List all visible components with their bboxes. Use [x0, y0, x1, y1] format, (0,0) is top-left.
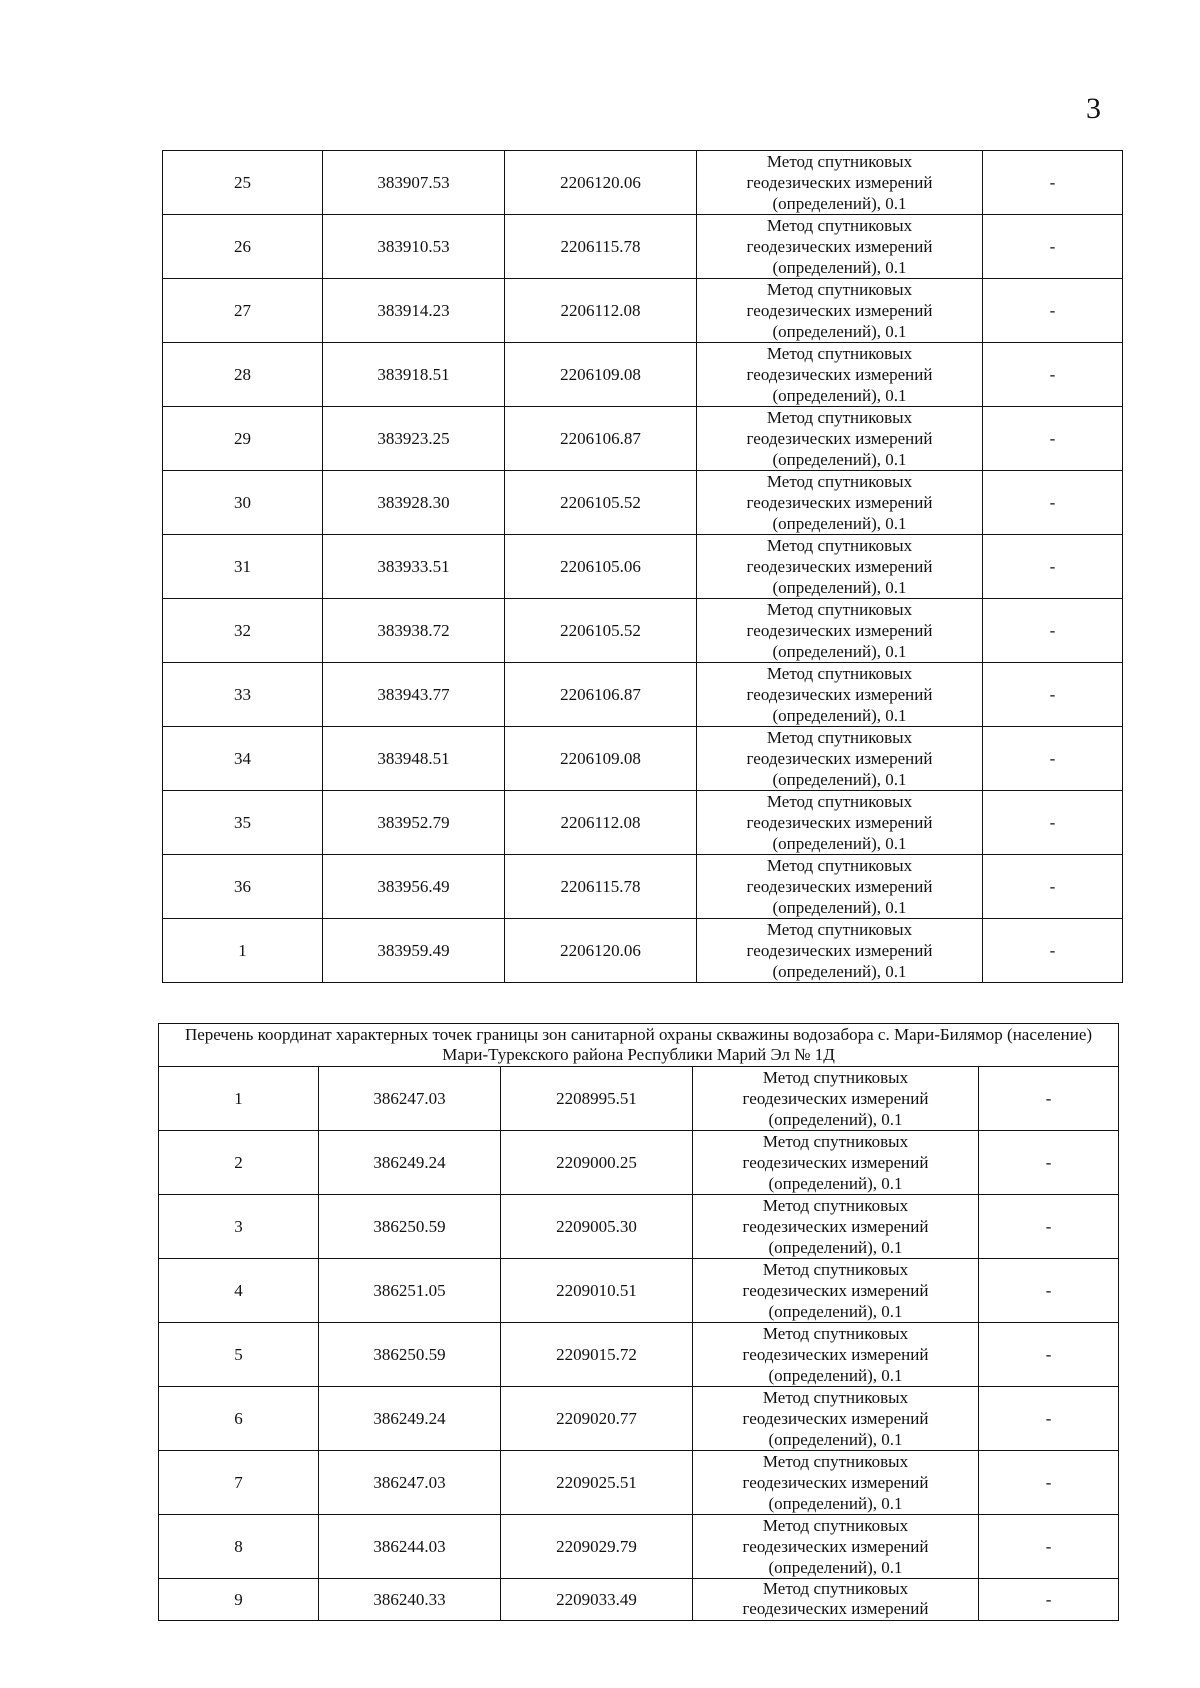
method-line: Метод спутниковых	[766, 280, 913, 299]
method-line: (определений), 0.1	[768, 1494, 903, 1513]
method-line: Метод спутниковых	[766, 536, 913, 555]
method-cell	[697, 471, 983, 535]
x-coordinate-cell: 383918.51	[323, 343, 505, 407]
y-coordinate-cell: 2206115.78	[505, 855, 697, 919]
table-row	[159, 1131, 1119, 1195]
first-block-body	[163, 151, 1123, 983]
method-line: (определений), 0.1	[772, 770, 907, 789]
method-line: геодезических измерений	[742, 1089, 929, 1108]
method-cell	[697, 919, 983, 983]
method-cell	[697, 791, 983, 855]
method-line: (определений), 0.1	[772, 578, 907, 597]
second-block-body	[159, 1024, 1119, 1621]
method-line: (определений), 0.1	[772, 322, 907, 341]
description-cell: -	[979, 1195, 1119, 1259]
method-line: геодезических измерений	[746, 749, 933, 768]
method-cell	[693, 1579, 979, 1621]
point-number-cell: 4	[159, 1259, 319, 1323]
table-row	[163, 343, 1123, 407]
table-row	[163, 727, 1123, 791]
table-row	[163, 407, 1123, 471]
x-coordinate-cell: 386244.03	[319, 1515, 501, 1579]
x-coordinate-cell: 383907.53	[323, 151, 505, 215]
method-line: геодезических измерений	[742, 1217, 929, 1236]
method-line: геодезических измерений	[746, 429, 933, 448]
method-cell	[697, 535, 983, 599]
method-line: геодезических измерений	[742, 1281, 929, 1300]
point-number-cell: 5	[159, 1323, 319, 1387]
point-number-cell: 2	[159, 1131, 319, 1195]
x-coordinate-cell: 386240.33	[319, 1579, 501, 1621]
x-coordinate-cell: 383914.23	[323, 279, 505, 343]
method-line: Метод спутниковых	[762, 1516, 909, 1535]
description-cell: -	[983, 535, 1123, 599]
method-line: геодезических измерений	[742, 1599, 929, 1618]
x-coordinate-cell: 383933.51	[323, 535, 505, 599]
point-number-cell: 8	[159, 1515, 319, 1579]
point-number-cell: 29	[163, 407, 323, 471]
description-cell: -	[983, 855, 1123, 919]
description-cell: -	[983, 215, 1123, 279]
method-line: (определений), 0.1	[768, 1174, 903, 1193]
point-number-cell: 34	[163, 727, 323, 791]
point-number-cell: 1	[159, 1067, 319, 1131]
method-line: (определений), 0.1	[772, 962, 907, 981]
point-number-cell: 33	[163, 663, 323, 727]
point-number-cell: 36	[163, 855, 323, 919]
table-row	[159, 1259, 1119, 1323]
method-line: (определений), 0.1	[772, 706, 907, 725]
method-line: Метод спутниковых	[762, 1579, 909, 1598]
method-line: (определений), 0.1	[772, 194, 907, 213]
x-coordinate-cell: 386250.59	[319, 1323, 501, 1387]
description-cell: -	[983, 919, 1123, 983]
table-row	[163, 215, 1123, 279]
method-line: Метод спутниковых	[762, 1196, 909, 1215]
table-row	[163, 471, 1123, 535]
description-cell: -	[983, 151, 1123, 215]
method-line: Метод спутниковых	[766, 472, 913, 491]
y-coordinate-cell: 2206105.52	[505, 599, 697, 663]
method-cell	[693, 1387, 979, 1451]
x-coordinate-cell: 383928.30	[323, 471, 505, 535]
method-line: геодезических измерений	[746, 621, 933, 640]
method-line: Метод спутниковых	[766, 856, 913, 875]
method-line: геодезических измерений	[746, 941, 933, 960]
method-line: (определений), 0.1	[772, 258, 907, 277]
method-line: Метод спутниковых	[762, 1132, 909, 1151]
method-line: геодезических измерений	[742, 1345, 929, 1364]
y-coordinate-cell: 2206106.87	[505, 663, 697, 727]
y-coordinate-cell: 2209025.51	[501, 1451, 693, 1515]
method-line: геодезических измерений	[746, 877, 933, 896]
method-line: (определений), 0.1	[772, 898, 907, 917]
description-cell: -	[979, 1579, 1119, 1621]
method-cell	[697, 599, 983, 663]
method-line: Метод спутниковых	[766, 152, 913, 171]
method-line: (определений), 0.1	[768, 1430, 903, 1449]
table-row	[159, 1515, 1119, 1579]
y-coordinate-cell: 2206120.06	[505, 919, 697, 983]
y-coordinate-cell: 2206115.78	[505, 215, 697, 279]
method-cell	[697, 727, 983, 791]
x-coordinate-cell: 386249.24	[319, 1387, 501, 1451]
method-cell	[693, 1515, 979, 1579]
method-line: геодезических измерений	[746, 685, 933, 704]
x-coordinate-cell: 383948.51	[323, 727, 505, 791]
method-cell	[693, 1259, 979, 1323]
y-coordinate-cell: 2209010.51	[501, 1259, 693, 1323]
x-coordinate-cell: 383952.79	[323, 791, 505, 855]
point-number-cell: 7	[159, 1451, 319, 1515]
y-coordinate-cell: 2209020.77	[501, 1387, 693, 1451]
method-line: геодезических измерений	[746, 301, 933, 320]
table-row	[159, 1451, 1119, 1515]
method-line: Метод спутниковых	[766, 920, 913, 939]
method-line: Метод спутниковых	[766, 600, 913, 619]
point-number-cell: 6	[159, 1387, 319, 1451]
method-line: (определений), 0.1	[772, 450, 907, 469]
table-row	[163, 855, 1123, 919]
y-coordinate-cell: 2206109.08	[505, 727, 697, 791]
point-number-cell: 25	[163, 151, 323, 215]
method-line: Метод спутниковых	[766, 344, 913, 363]
table-row	[163, 599, 1123, 663]
point-number-cell: 30	[163, 471, 323, 535]
method-line: (определений), 0.1	[768, 1110, 903, 1129]
x-coordinate-cell: 383956.49	[323, 855, 505, 919]
description-cell: -	[983, 407, 1123, 471]
method-line: (определений), 0.1	[772, 642, 907, 661]
x-coordinate-cell: 386247.03	[319, 1451, 501, 1515]
point-number-cell: 26	[163, 215, 323, 279]
description-cell: -	[979, 1259, 1119, 1323]
method-line: Метод спутниковых	[766, 664, 913, 683]
method-line: геодезических измерений	[742, 1153, 929, 1172]
description-cell: -	[983, 791, 1123, 855]
method-line: Метод спутниковых	[762, 1260, 909, 1279]
method-line: (определений), 0.1	[768, 1238, 903, 1257]
method-cell	[697, 855, 983, 919]
y-coordinate-cell: 2206112.08	[505, 279, 697, 343]
x-coordinate-cell: 386247.03	[319, 1067, 501, 1131]
method-line: геодезических измерений	[746, 493, 933, 512]
point-number-cell: 9	[159, 1579, 319, 1621]
description-cell: -	[983, 279, 1123, 343]
x-coordinate-cell: 383959.49	[323, 919, 505, 983]
method-cell	[697, 407, 983, 471]
method-line: геодезических измерений	[746, 173, 933, 192]
table-row	[159, 1195, 1119, 1259]
x-coordinate-cell: 383923.25	[323, 407, 505, 471]
method-cell	[693, 1131, 979, 1195]
y-coordinate-cell: 2206109.08	[505, 343, 697, 407]
y-coordinate-cell: 2206105.06	[505, 535, 697, 599]
y-coordinate-cell: 2206105.52	[505, 471, 697, 535]
method-cell	[697, 151, 983, 215]
x-coordinate-cell: 386250.59	[319, 1195, 501, 1259]
table-row	[163, 279, 1123, 343]
method-cell	[697, 663, 983, 727]
method-cell	[693, 1451, 979, 1515]
y-coordinate-cell: 2209015.72	[501, 1323, 693, 1387]
table-row	[159, 1067, 1119, 1131]
point-number-cell: 3	[159, 1195, 319, 1259]
method-cell	[697, 343, 983, 407]
section-caption: Перечень координат характерных точек границы зон санитарной охраны скважины водозабора с. Мари-Билямор (население) Мари-Турекского района Республики Марий Эл № 1Д	[159, 1024, 1119, 1067]
method-line: геодезических измерений	[746, 813, 933, 832]
x-coordinate-cell: 386251.05	[319, 1259, 501, 1323]
table-row	[163, 919, 1123, 983]
method-cell	[693, 1323, 979, 1387]
method-line: Метод спутниковых	[762, 1068, 909, 1087]
method-cell	[697, 215, 983, 279]
method-line: (определений), 0.1	[772, 834, 907, 853]
method-line: (определений), 0.1	[768, 1366, 903, 1385]
y-coordinate-cell: 2208995.51	[501, 1067, 693, 1131]
coordinates-table-well-1d	[158, 1023, 1119, 1621]
method-line: (определений), 0.1	[768, 1558, 903, 1577]
method-line: геодезических измерений	[746, 365, 933, 384]
method-line: (определений), 0.1	[772, 514, 907, 533]
method-line: (определений), 0.1	[768, 1302, 903, 1321]
y-coordinate-cell: 2206112.08	[505, 791, 697, 855]
table-row	[159, 1579, 1119, 1621]
description-cell: -	[983, 663, 1123, 727]
method-line: геодезических измерений	[742, 1409, 929, 1428]
description-cell: -	[983, 343, 1123, 407]
coordinates-table	[162, 150, 1123, 983]
description-cell: -	[983, 471, 1123, 535]
method-line: Метод спутниковых	[766, 792, 913, 811]
method-line: геодезических измерений	[742, 1537, 929, 1556]
description-cell: -	[983, 727, 1123, 791]
method-line: (определений), 0.1	[772, 386, 907, 405]
y-coordinate-cell: 2209029.79	[501, 1515, 693, 1579]
method-line: Метод спутниковых	[766, 728, 913, 747]
point-number-cell: 35	[163, 791, 323, 855]
method-line: геодезических измерений	[746, 237, 933, 256]
table-row	[163, 151, 1123, 215]
y-coordinate-cell: 2209000.25	[501, 1131, 693, 1195]
method-cell	[693, 1195, 979, 1259]
description-cell: -	[979, 1451, 1119, 1515]
y-coordinate-cell: 2206106.87	[505, 407, 697, 471]
method-line: Метод спутниковых	[766, 216, 913, 235]
table-row	[163, 663, 1123, 727]
point-number-cell: 31	[163, 535, 323, 599]
section-caption-row	[159, 1024, 1119, 1067]
description-cell: -	[979, 1131, 1119, 1195]
y-coordinate-cell: 2209005.30	[501, 1195, 693, 1259]
method-cell	[697, 279, 983, 343]
y-coordinate-cell: 2209033.49	[501, 1579, 693, 1621]
table-row	[163, 791, 1123, 855]
point-number-cell: 27	[163, 279, 323, 343]
x-coordinate-cell: 383943.77	[323, 663, 505, 727]
page-number: 3	[1086, 92, 1101, 125]
point-number-cell: 28	[163, 343, 323, 407]
description-cell: -	[979, 1387, 1119, 1451]
x-coordinate-cell: 383910.53	[323, 215, 505, 279]
method-line: Метод спутниковых	[762, 1388, 909, 1407]
method-cell	[693, 1067, 979, 1131]
table-row	[163, 535, 1123, 599]
method-line: Метод спутниковых	[766, 408, 913, 427]
description-cell: -	[979, 1067, 1119, 1131]
x-coordinate-cell: 383938.72	[323, 599, 505, 663]
method-line: геодезических измерений	[742, 1473, 929, 1492]
method-line: Метод спутниковых	[762, 1452, 909, 1471]
y-coordinate-cell: 2206120.06	[505, 151, 697, 215]
description-cell: -	[979, 1515, 1119, 1579]
table-row	[159, 1323, 1119, 1387]
description-cell: -	[983, 599, 1123, 663]
point-number-cell: 32	[163, 599, 323, 663]
x-coordinate-cell: 386249.24	[319, 1131, 501, 1195]
method-line: геодезических измерений	[746, 557, 933, 576]
method-line: Метод спутниковых	[762, 1324, 909, 1343]
point-number-cell: 1	[163, 919, 323, 983]
table-row	[159, 1387, 1119, 1451]
description-cell: -	[979, 1323, 1119, 1387]
